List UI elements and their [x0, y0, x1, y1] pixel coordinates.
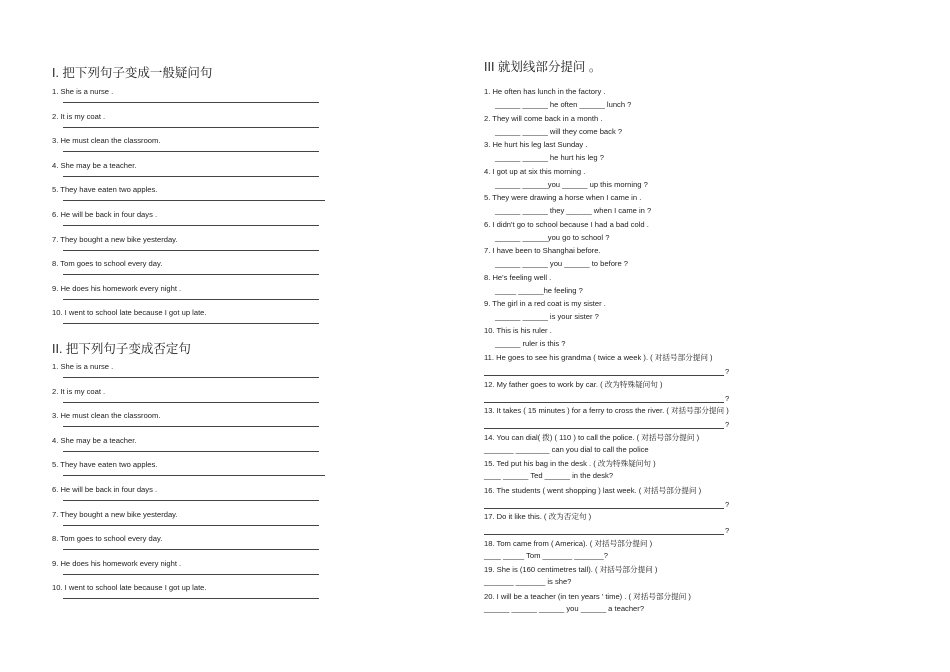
- section3-question-mark-16: ?: [725, 499, 730, 509]
- section3-question-mark-17: ?: [725, 526, 730, 535]
- section3-answer-10[interactable]: ______ ruler is this ?: [495, 338, 566, 348]
- section3-answer-19[interactable]: _______ _______ is she?: [484, 577, 572, 586]
- section2-question-4: 4. She may be a teacher.: [52, 435, 137, 445]
- section1-question-9: 9. He does his homework every night .: [52, 283, 182, 293]
- section2-question-6: 6. He will be back in four days .: [52, 485, 158, 494]
- section2-answer-line-6[interactable]: [63, 500, 319, 501]
- section3-question-12: 12. My father goes to work by car. ( 改为特殊疑问句 ): [484, 379, 663, 389]
- section3-answer-line-17[interactable]: [484, 534, 724, 535]
- section3-answer-18[interactable]: ____ _____ Tom _______ _______?: [484, 550, 609, 560]
- section1-answer-line-9[interactable]: [63, 299, 319, 300]
- section3-question-9: 9. The girl in a red coat is my sister .: [484, 299, 606, 308]
- section3-question-2: 2. They will come back in a month .: [484, 113, 603, 123]
- section3-question-mark-13: ?: [725, 420, 730, 429]
- section3-answer-7[interactable]: ______ ______ you ______ to before ?: [495, 259, 629, 268]
- section2-question-10: 10. I went to school late because I got up late.: [52, 583, 207, 593]
- section3-question-17: 17. Do it like this. ( 改为否定句 ): [484, 512, 592, 521]
- section3-question-15: 15. Ted put his bag in the desk . ( 改为特殊疑问句 ): [484, 459, 656, 468]
- section2-answer-line-9[interactable]: [63, 574, 319, 575]
- section1-answer-line-4[interactable]: [63, 176, 319, 177]
- section1-question-8: 8. Tom goes to school every day.: [52, 259, 163, 269]
- section3-question-18: 18. Tom came from ( America). ( 对括号部分提问 ): [484, 538, 653, 548]
- section3-question-19: 19. She is (160 centimetres tall). ( 对括号部分提问 ): [484, 565, 658, 574]
- section2-answer-line-2[interactable]: [63, 402, 319, 403]
- section1-answer-line-8[interactable]: [63, 274, 319, 275]
- section3-question-3: 3. He hurt his leg last Sunday .: [484, 140, 588, 149]
- section3-answer-3[interactable]: ______ ______ he hurt his leg ?: [495, 153, 604, 162]
- section1-question-1: 1. She is a nurse .: [52, 87, 114, 96]
- section3-answer-6[interactable]: ______ ______you go to school ?: [495, 232, 610, 242]
- section3-question-mark-12: ?: [725, 393, 730, 403]
- section1-question-4: 4. She may be a teacher.: [52, 160, 137, 170]
- section2-question-5: 5. They have eaten two apples.: [52, 460, 158, 470]
- section2-answer-line-10[interactable]: [63, 598, 319, 599]
- section3-question-7: 7. I have been to Shanghai before.: [484, 246, 601, 255]
- section2-question-1: 1. She is a nurse .: [52, 362, 114, 371]
- section3-answer-20[interactable]: ______ ______ ______ you ______ a teacher?: [484, 603, 645, 613]
- section1-answer-line-6[interactable]: [63, 225, 319, 226]
- section2-answer-line-1[interactable]: [63, 377, 319, 378]
- section3-question-20: 20. I will be a teacher (in ten years ' time) . ( 对括号部分提问 ): [484, 591, 691, 601]
- section-3-title: III 就划线部分提问 。: [484, 60, 602, 74]
- section1-answer-line-7[interactable]: [63, 250, 319, 251]
- section1-answer-line-2[interactable]: [63, 127, 319, 128]
- section3-answer-line-13[interactable]: [484, 428, 724, 429]
- section2-answer-line-3[interactable]: [63, 426, 319, 427]
- section3-question-4: 4. I got up at six this morning .: [484, 166, 586, 176]
- section3-answer-2[interactable]: ______ ______ will they come back ?: [495, 126, 623, 136]
- section3-question-6: 6. I didn't go to school because I had a bad cold .: [484, 219, 649, 229]
- section2-question-7: 7. They bought a new bike yesterday.: [52, 509, 178, 519]
- section3-question-1: 1. He often has lunch in the factory .: [484, 87, 606, 96]
- section3-question-8: 8. He's feeling well .: [484, 272, 552, 282]
- section1-question-2: 2. It is my coat .: [52, 111, 106, 121]
- section3-answer-15[interactable]: ____ ______ Ted ______ in the desk?: [484, 471, 614, 480]
- section1-answer-line-5[interactable]: [63, 200, 325, 201]
- section1-answer-line-3[interactable]: [63, 151, 319, 152]
- section1-question-10: 10. I went to school late because I got up late.: [52, 308, 207, 318]
- section-1-title: I. 把下列句子变成一般疑问句: [52, 66, 213, 80]
- section3-answer-14[interactable]: _______ ________ can you dial to call the police: [484, 444, 649, 454]
- section3-question-11: 11. He goes to see his grandma ( twice a week ). ( 对括号部分提问 ): [484, 353, 713, 362]
- section3-question-10: 10. This is his ruler .: [484, 325, 552, 335]
- section3-answer-8[interactable]: _____ ______he feeling ?: [495, 285, 583, 295]
- section1-question-7: 7. They bought a new bike yesterday.: [52, 234, 178, 244]
- section1-question-6: 6. He will be back in four days .: [52, 210, 158, 219]
- section3-question-mark-11: ?: [725, 367, 730, 376]
- section3-question-5: 5. They were drawing a horse when I came in .: [484, 193, 642, 202]
- section3-answer-line-16[interactable]: [484, 508, 724, 509]
- section1-answer-line-10[interactable]: [63, 323, 319, 324]
- section1-question-3: 3. He must clean the classroom.: [52, 136, 161, 146]
- section3-question-14: 14. You can dial( 拨) ( 110 ) to call the police. ( 对括号部分提问 ): [484, 432, 700, 442]
- section3-answer-1[interactable]: ______ ______ he often ______ lunch ?: [495, 100, 632, 109]
- section3-answer-line-11[interactable]: [484, 375, 724, 376]
- section2-question-8: 8. Tom goes to school every day.: [52, 534, 163, 544]
- section3-question-13: 13. It takes ( 15 minutes ) for a ferry to cross the river. ( 对括号部分提问 ): [484, 406, 729, 415]
- section2-question-3: 3. He must clean the classroom.: [52, 411, 161, 421]
- section3-answer-4[interactable]: ______ ______you ______ up this morning ?: [495, 179, 648, 189]
- section3-answer-line-12[interactable]: [484, 402, 724, 403]
- section2-answer-line-7[interactable]: [63, 525, 319, 526]
- section1-question-5: 5. They have eaten two apples.: [52, 185, 158, 195]
- section3-answer-9[interactable]: ______ ______ is your sister ?: [495, 312, 599, 321]
- section1-answer-line-1[interactable]: [63, 102, 319, 103]
- section3-question-16: 16. The students ( went shopping ) last week. ( 对括号部分提问 ): [484, 485, 702, 495]
- section2-answer-line-5[interactable]: [63, 475, 325, 476]
- section2-answer-line-8[interactable]: [63, 549, 319, 550]
- section2-answer-line-4[interactable]: [63, 451, 319, 452]
- section3-answer-5[interactable]: ______ ______ they ______ when I came in ?: [495, 206, 652, 215]
- section2-question-9: 9. He does his homework every night .: [52, 558, 182, 568]
- section2-question-2: 2. It is my coat .: [52, 386, 106, 396]
- section-2-title: II. 把下列句子变成否定句: [52, 342, 191, 356]
